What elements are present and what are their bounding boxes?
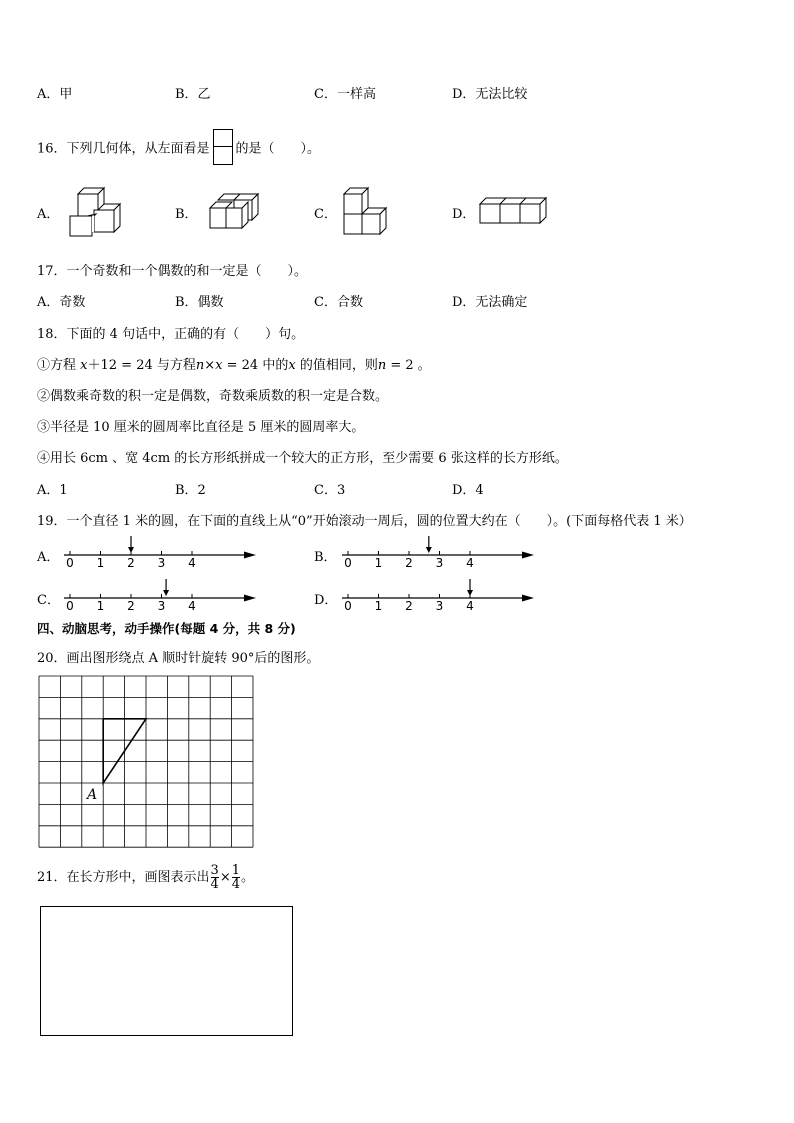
number-line-tick-label: 4 [188,556,196,570]
number-line-arrowhead [522,552,534,559]
q21-fraction-1 [211,864,219,891]
number-line-tick-label: 2 [405,599,413,613]
q15-option-d: D．无法比较 [452,87,528,102]
position-arrow-head [467,590,473,596]
s1-g: = 24 中的 [222,358,289,373]
number-line-tick-label: 4 [188,599,196,613]
q16-left-view-figure [213,129,233,165]
number-line-arrowhead [244,595,256,602]
s1-var-x3: x [288,358,296,373]
q18-question: 18．下面的 4 句话中，正确的有（ ）句。 [37,327,305,342]
number-line-tick-label: 3 [435,599,444,613]
f1-den: 4 [210,877,219,892]
q20-point-a-label: A [87,787,98,803]
number-line-tick-label: 4 [466,556,474,570]
position-arrow-head [128,547,134,553]
q19-option-d: D． [314,593,338,608]
q19-number-line-c [62,577,262,613]
q19-number-line-b [340,534,540,570]
s1-times: × [204,358,216,373]
s1-i: 的值相同，则 [295,358,378,373]
number-line-tick-label: 3 [157,556,166,570]
q16-option-d: D． [452,207,476,222]
position-arrow-head [163,590,169,596]
q17-option-a: A．奇数 [37,295,86,310]
q17-question: 17．一个奇数和一个偶数的和一定是（ ）。 [37,264,308,279]
number-line-arrowhead [522,595,534,602]
s1-var-n: n [195,358,205,373]
q21-drawing-rectangle[interactable] [40,906,293,1036]
f2-den: 4 [231,877,241,892]
q15-option-b: B．乙 [175,87,211,102]
q21-question [37,858,254,898]
number-line-tick-label: 2 [127,599,135,613]
f2-num: 1 [231,863,241,878]
q18-option-a: A．1 [37,483,68,498]
number-line-arrowhead [244,552,256,559]
q16-option-b: B． [175,207,198,222]
s1-a: ①方程 [37,358,77,373]
number-line-tick-label: 3 [157,599,166,613]
q18-option-d: D．4 [452,483,484,498]
f1-num: 3 [210,863,219,878]
q19-option-b: B． [314,550,337,565]
number-line-tick-label: 1 [374,599,383,613]
q16-option-c: C． [314,207,337,222]
q16-figure-c [340,186,394,238]
q16-question [37,131,320,167]
q16-text-a: 16．下列几何体，从左面看是 [37,141,210,157]
q16-figure-d [478,196,546,226]
s1-var-x: x [80,358,88,373]
q16-option-a: A． [37,207,60,222]
number-line-tick-label: 1 [96,599,105,613]
q17-option-d: D．无法确定 [452,295,528,310]
s1-var-x2: x [215,358,223,373]
q17-option-c: C．合数 [314,295,363,310]
q20-grid [38,675,256,849]
q19-option-a: A． [37,550,60,565]
s1-var-n2: n [377,358,387,373]
q16-figure-a [66,184,124,240]
number-line-tick-label: 2 [127,556,135,570]
number-line-tick-label: 1 [96,556,105,570]
q21-fraction-2 [232,864,240,891]
q18-statement-1 [37,354,431,373]
number-line-tick-label: 0 [344,599,352,613]
q16-figure-b [204,190,262,234]
q15-option-a: A．甲 [37,87,73,102]
q21-text-b: 。 [241,870,255,885]
position-arrow-head [426,547,432,553]
number-line-tick-label: 2 [405,556,413,570]
s1-k: = 2 。 [386,358,431,373]
q19-option-c: C． [37,593,60,608]
q21-times: × [219,870,231,885]
q19-number-line-d [340,577,540,613]
number-line-tick-label: 0 [344,556,352,570]
number-line-tick-label: 0 [66,599,74,613]
section-4-title: 四、动脑思考，动手操作(每题 4 分，共 8 分) [37,621,296,636]
number-line-tick-label: 4 [466,599,474,613]
q15-option-c: C．一样高 [314,87,376,102]
q21-text-a: 21．在长方形中，画图表示出 [37,870,210,885]
number-line-tick-label: 1 [374,556,383,570]
q19-question: 19．一个直径 1 米的圆，在下面的直线上从“0”开始滚动一周后，圆的位置大约在（ ）。(下面每格代表 1 米） [37,514,692,529]
q16-text-b: 的是（ ）。 [235,141,321,157]
q20-question: 20．画出图形绕点 A 顺时针旋转 90°后的图形。 [37,651,320,666]
q18-option-b: B．2 [175,483,206,498]
q18-statement-3: ③半径是 10 厘米的圆周率比直径是 5 厘米的圆周率大。 [37,420,365,435]
q17-option-b: B．偶数 [175,295,224,310]
s1-c: ＋12 = 24 与方程 [87,358,196,373]
q18-statement-2: ②偶数乘奇数的积一定是偶数，奇数乘质数的积一定是合数。 [37,389,389,404]
number-line-tick-label: 3 [435,556,444,570]
q18-option-c: C．3 [314,483,346,498]
number-line-tick-label: 0 [66,556,74,570]
q19-number-line-a [62,534,262,570]
q18-statement-4: ④用长 6cm 、宽 4cm 的长方形纸拼成一个较大的正方形，至少需要 6 张这样的长方形纸。 [37,451,568,466]
